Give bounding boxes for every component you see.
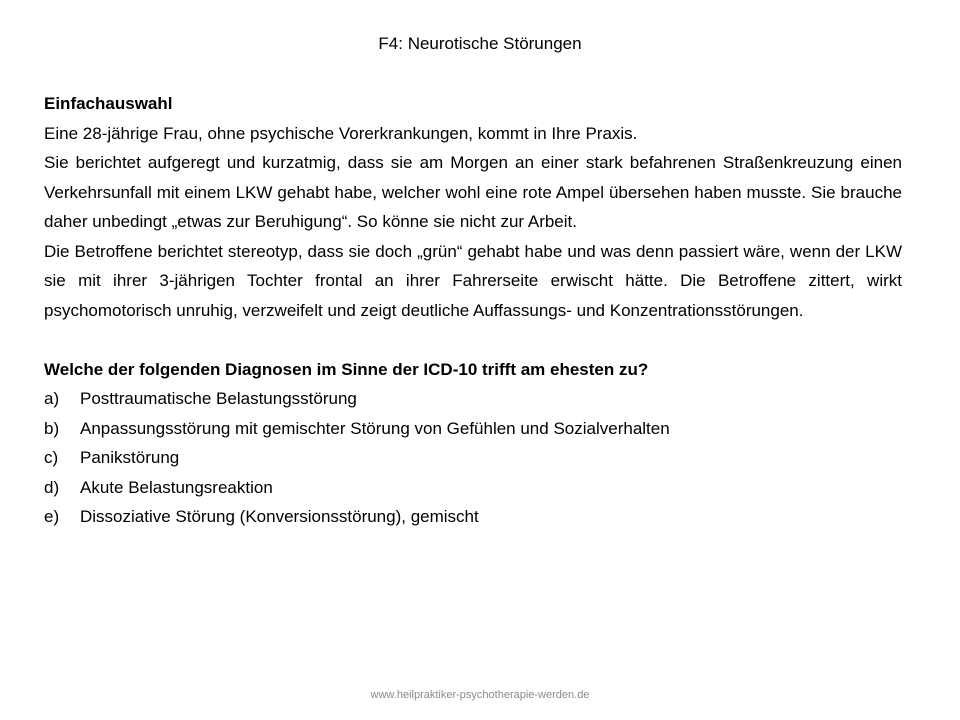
- answer-option-c[interactable]: [44, 443, 902, 473]
- answer-options: [44, 384, 902, 532]
- option-letter: a): [44, 389, 60, 408]
- option-letter: d): [44, 477, 60, 497]
- answer-option-d[interactable]: [44, 473, 902, 503]
- slide-content: [44, 89, 902, 532]
- case-paragraph: Sie berichtet aufgeregt und kurzatmig, dass sie am Morgen an einer stark befahrenen Straßenkreuzung einen Verkehrsunfall mit einem LKW gehabt habe, welcher wohl eine rote Ampel übersehen haben musste. Sie brauche daher unbedingt „etwas zur Beruhigung“. So könne sie nicht zur Arbeit.: [44, 153, 902, 231]
- question-text: Welche der folgenden Diagnosen im Sinne der ICD-10 trifft am ehesten zu?: [44, 359, 649, 379]
- answer-option-e[interactable]: [44, 502, 902, 532]
- spacer: [44, 325, 902, 355]
- option-letter: c): [44, 448, 59, 467]
- option-letter: b): [44, 418, 60, 438]
- option-letter: e): [44, 507, 60, 526]
- option-text: Dissoziative Störung (Konversionsstörung), gemischt: [80, 507, 479, 526]
- option-text: Posttraumatische Belastungsstörung: [80, 389, 357, 408]
- footer-url: www.heilpraktiker-psychotherapie-werden.de: [370, 689, 590, 701]
- case-paragraph: Die Betroffene berichtet stereotyp, dass sie doch „grün“ gehabt habe und was denn passiert wäre, wenn der LKW sie mit ihrer 3-jährigen Tochter frontal an ihrer Fahrerseite erwischt hätte. Die Betroffene zittert, wirkt psychomotorisch unruhig, verzweifelt und zeigt deutliche Auffassungs- und Konzentrationsstörungen.: [44, 241, 902, 320]
- section-label: Einfachauswahl: [44, 94, 173, 113]
- case-paragraph: Eine 28-jährige Frau, ohne psychische Vorerkrankungen, kommt in Ihre Praxis.: [44, 123, 638, 143]
- answer-option-a[interactable]: [44, 384, 902, 414]
- option-text: Anpassungsstörung mit gemischter Störung von Gefühlen und Sozialverhalten: [80, 418, 670, 438]
- option-text: Akute Belastungsreaktion: [80, 477, 273, 497]
- slide-title: F4: Neurotische Störungen: [378, 34, 582, 53]
- option-text: Panikstörung: [80, 448, 180, 467]
- answer-option-b[interactable]: [44, 414, 902, 444]
